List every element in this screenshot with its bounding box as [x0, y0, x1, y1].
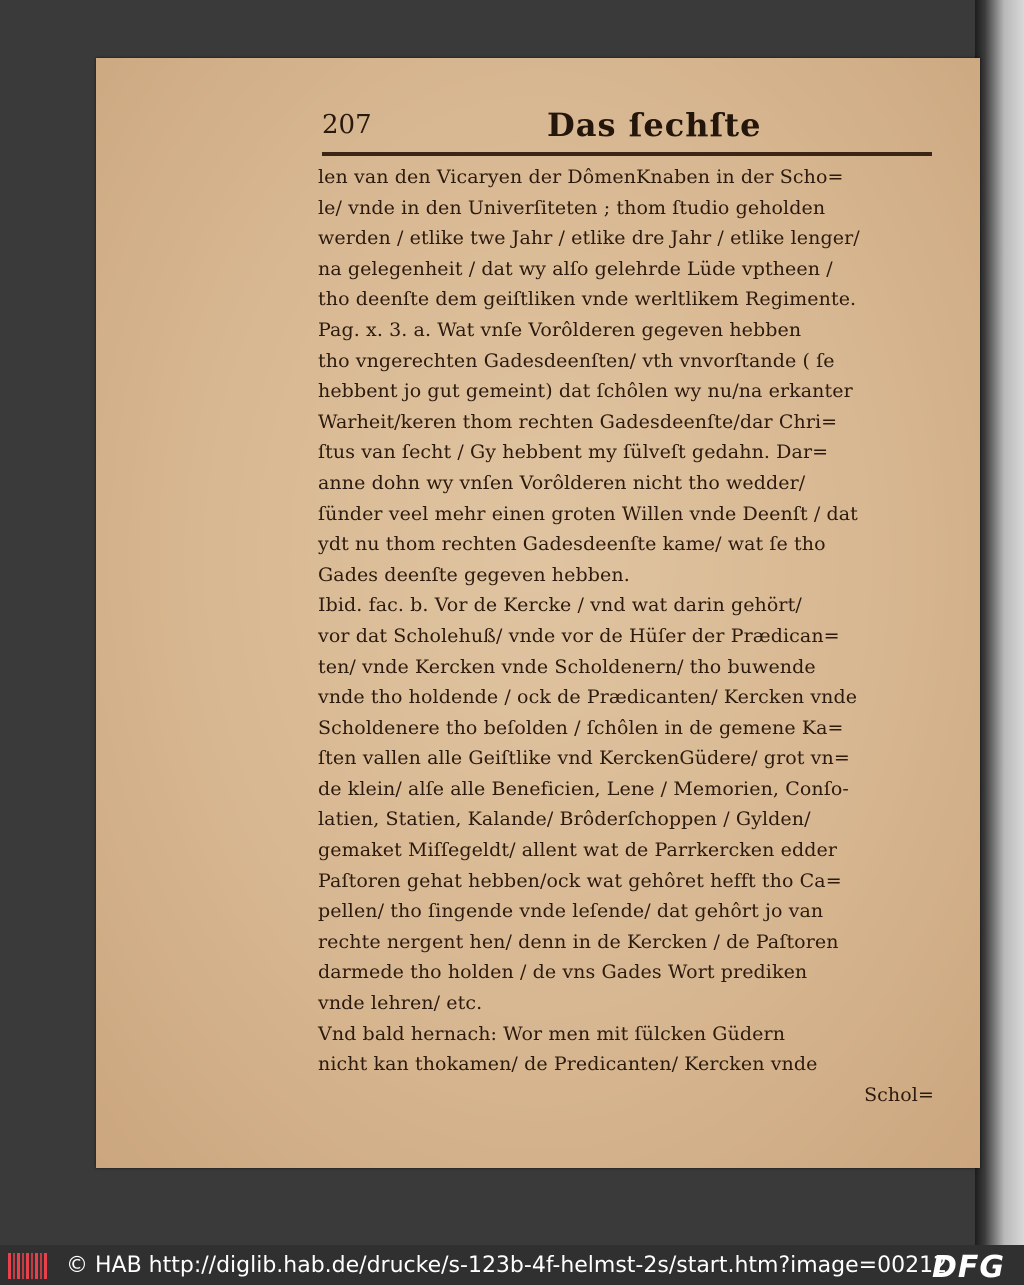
text-line: tho deenſte dem geiſtliken vnde werltlikem Regimente.	[318, 288, 857, 311]
text-line: pellen/ tho ſingende vnde leſende/ dat gehôrt jo van	[318, 900, 824, 923]
running-title: Das ſechſte	[547, 106, 762, 144]
text-line: de klein/ alſe alle Beneficien, Lene / Memorien, Conſo-	[318, 777, 849, 800]
text-line: Pag. x. 3. a. Wat vnſe Vorôlderen gegeven hebben	[318, 318, 802, 341]
text-line: latien, Statien, Kalande/ Brôderſchoppen / Gylden/	[318, 808, 811, 831]
text-line: vnde lehren/ etc.	[318, 992, 483, 1015]
text-line: rechte nergent hen/ denn in de Kercken / de Paſtoren	[318, 930, 839, 953]
text-line: Ibid. fac. b. Vor de Kercke / vnd wat darin gehört/	[318, 594, 802, 617]
text-line: tho vngerechten Gadesdeenſten/ vth vnvorſtande ( ſe	[318, 349, 835, 372]
page-header	[322, 106, 932, 156]
text-line: nicht kan thokamen/ de Predicanten/ Kercken vnde	[318, 1053, 818, 1076]
text-line: vnde tho holdende / ock de Prædicanten/ Kercken vnde	[318, 686, 858, 709]
text-line: Warheit/keren thom rechten Gadesdeenſte/dar Chri=	[318, 410, 838, 433]
text-line: ſünder veel mehr einen groten Willen vnde Deenſt / dat	[318, 502, 858, 525]
text-line: len van den Vicaryen der DômenKnaben in der Scho=	[318, 166, 844, 188]
text-line: Paſtoren gehat hebben/ock wat gehôret hefft tho Ca=	[318, 869, 842, 892]
dfg-logo: DFG	[932, 1250, 1006, 1285]
page-number: 207	[322, 110, 372, 140]
text-line: Gades deenſte gegeven hebben.	[318, 563, 630, 586]
text-line: Vnd bald hernach: Wor men mit ſülcken Güdern	[318, 1022, 786, 1045]
text-line: ſtus van ſecht / Gy hebbent my ſülveſt gedahn. Dar=	[318, 441, 829, 464]
text-line: ten/ vnde Kercken vnde Scholdenern/ tho buwende	[318, 655, 816, 678]
text-line: vor dat Scholehuß/ vnde vor de Hüſer der Prædican=	[318, 624, 840, 647]
text-block	[318, 162, 934, 1106]
text-line: gemaket Miſſegeldt/ allent wat de Parrkercken edder	[318, 839, 838, 862]
catchword: Schol=	[864, 1083, 934, 1106]
text-line: ſten vallen alle Geiſtlike vnd KerckenGüdere/ grot vn=	[318, 747, 850, 770]
copyright-link[interactable]: © HAB http://diglib.hab.de/drucke/s-123b-4f-helmst-2s/start.htm?image=00212	[66, 1253, 948, 1278]
hab-logo-icon	[8, 1253, 48, 1279]
text-line: le/ vnde in den Univerſiteten ; thom ſtudio geholden	[318, 196, 826, 219]
text-line: darmede tho holden / de vns Gades Wort prediken	[318, 961, 808, 984]
text-line: werden / etlike twe Jahr / etlike dre Jahr / etlike lenger/	[318, 227, 860, 250]
book-edge	[975, 0, 1024, 1245]
header-rule	[322, 152, 932, 156]
text-line: na gelegenheit / dat wy alſo gelehrde Lüde vptheen /	[318, 257, 833, 280]
text-line: anne dohn wy vnſen Vorôlderen nicht tho wedder/	[318, 471, 806, 494]
text-line: ydt nu thom rechten Gadesdeenſte kame/ wat ſe tho	[318, 533, 826, 556]
footer-bar	[0, 1245, 1024, 1285]
text-line: hebbent jo gut gemeint) dat ſchôlen wy nu/na erkanter	[318, 380, 853, 403]
text-line: Scholdenere tho beſolden / ſchôlen in de gemene Ka=	[318, 716, 844, 739]
